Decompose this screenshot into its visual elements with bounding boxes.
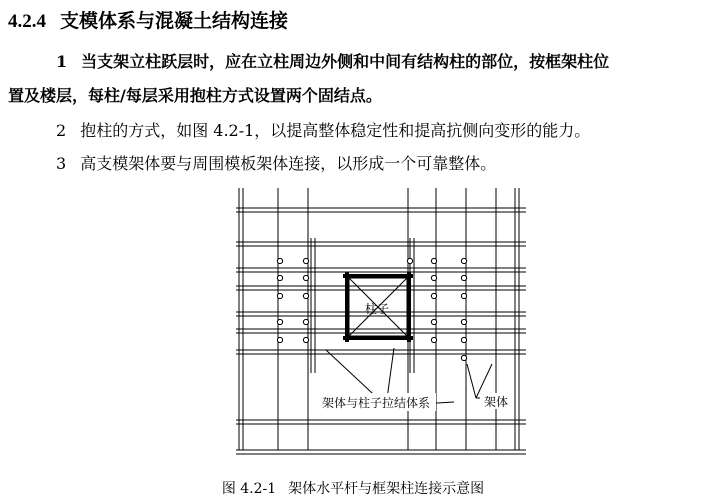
paragraph-1-text-2: 置及楼层，每柱/每层采用抱柱方式设置两个固结点。 xyxy=(8,86,382,105)
section-heading xyxy=(8,6,288,33)
section-number: 4.2.4 xyxy=(8,11,46,32)
caption-text: 架体水平杆与框架柱连接示意图 xyxy=(288,481,485,497)
paragraph-2 xyxy=(56,121,590,141)
figure-caption xyxy=(0,478,706,498)
section-title: 支模体系与混凝土结构连接 xyxy=(60,10,289,32)
caption-number: 图 4.2-1 xyxy=(221,481,277,497)
scaffold-column-diagram xyxy=(236,188,526,466)
connection-label: 架体与柱子拉结体系 xyxy=(321,396,431,410)
paragraph-1-text-1: 当支架立柱跃层时，应在立柱周边外侧和中间有结构柱的部位，按框架柱位 xyxy=(81,52,610,71)
paragraph-1-line-2 xyxy=(8,86,382,106)
paragraph-2-text: 抱柱的方式，如图 4.2-1，以提高整体稳定性和提高抗侧向变形的能力。 xyxy=(80,121,591,140)
column-label: 柱子 xyxy=(364,302,390,316)
paragraph-2-index: 2 xyxy=(56,121,67,140)
paragraph-3-text: 高支模架体要与周围模板架体连接，以形成一个可靠整体。 xyxy=(80,154,497,173)
frame-label: 架体 xyxy=(483,395,509,409)
paragraph-1-line-1 xyxy=(56,52,609,72)
paragraph-3-index: 3 xyxy=(56,154,67,173)
paragraph-1-index: 1 xyxy=(56,52,68,71)
paragraph-3 xyxy=(56,154,496,174)
